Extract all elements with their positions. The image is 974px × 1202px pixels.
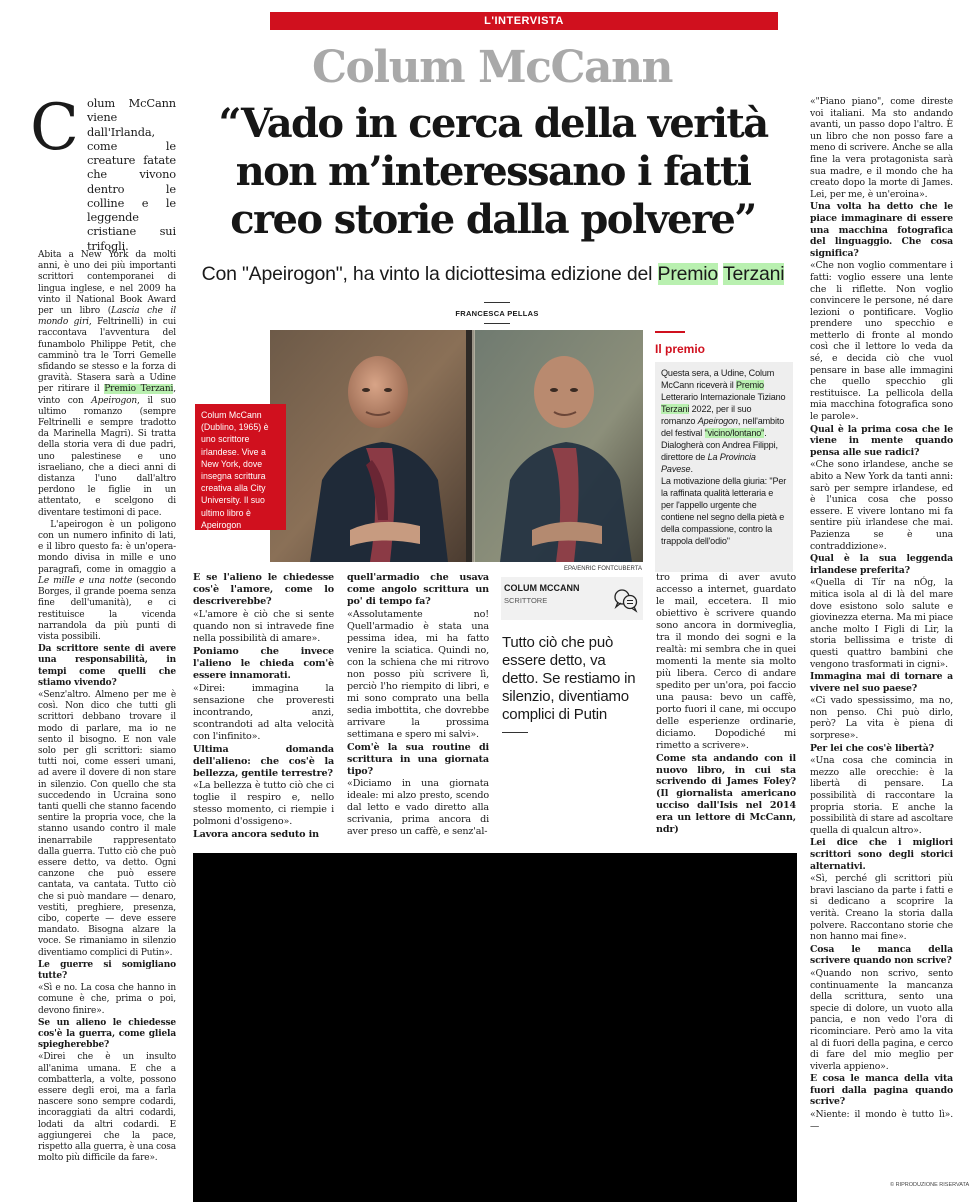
byline-rule [484, 302, 510, 303]
headline-line: non m’interessano i fatti [235, 148, 751, 195]
subtitle-text: Con "Apeirogon", ha vinto la diciottesima edizione del [201, 263, 658, 285]
italic-text: Apeirogon [91, 395, 138, 406]
interview-answer: «Ci vado spessissimo, ma no, non penso. Chi può dirlo, però? La vita è piena di sorprese». [810, 695, 953, 742]
text: L'apeirogon è un poligono con un numero infinito di lati, e il libro questo fa: è un'opera-mondo divisa in mille e uno paragrafi, come in omaggio a [38, 519, 177, 575]
interview-question: Immagina mai di tornare a vivere nel suo paese? [810, 671, 953, 694]
text: , il suo ultimo romanzo (sempre Feltrinelli e sempre tradotto da Marinella Magri). Si tratta della storia vera di due padri, uno palestinese e uno israeliano, che a dieci anni di distanza l'uno dall'altro perdono le figlie in un attentato, e scelgono di diventare testimoni di pace. [38, 395, 176, 518]
copyright-notice: © RIPRODUZIONE RISERVATA [890, 1182, 970, 1188]
sidebar-title: Il premio [655, 342, 706, 356]
text: . [690, 464, 693, 474]
italic-text: Apeirogon [697, 416, 738, 426]
interview-question: Cosa le manca della scrivere quando non scrive? [810, 943, 953, 967]
interview-answer: «Sì e no. La cosa che hanno in comune è che, prima o poi, devono finire». [38, 983, 176, 1016]
photo-caption: Colum McCann (Dublino, 1965) è uno scrittore irlandese. Vive a New York, dove insegna scrittura creativa alla City University. Il suo ultimo libro è Apeirogon (Feltrinelli) [195, 404, 286, 530]
interviewee-name: Colum McCann [312, 42, 672, 93]
interview-question: E se l'alieno le chiedesse cos'è l'amore, come lo descriverebbe? [193, 572, 334, 607]
text: Letterario Internazionale Tiziano [661, 392, 786, 402]
interview-answer: «Direi che è un insulto all'anima umana. E che a combatterla, a volte, possono essere degli eroi, ma a farla nascere sono sempre codardi, incoraggiati da altri codardi, lodati da altri codardi. E aggiungerei che la pace, rispetto alla guerra, è una cosa molto più difficile da fare». [38, 1052, 176, 1164]
interview-answer: «"Piano piano", come direste voi italiani. Ma sto andando avanti, un passo dopo l'altro. È un libro che non posso fare a meno di scrivere. Anche se alla fine la vera protagonista sarà sua madre, e il mondo che ha creato dopo la morte di James. Lei, per me, è un'eroina». [810, 96, 953, 200]
byline: FRANCESCA PELLAS [455, 309, 539, 318]
interview-answer: «La bellezza è tutto ciò che ci toglie il respiro e, nello stesso momento, ci riempie i polmoni d'ossigeno». [193, 780, 334, 828]
author-photo [270, 330, 643, 562]
article-column [810, 96, 953, 1133]
italic-text: Le mille e una notte [38, 575, 133, 586]
interview-question: quell'armadio che usava come angolo scrittura un po' di tempo fa? [347, 572, 489, 607]
text: 2022, per il suo romanzo [661, 404, 752, 426]
sidebar-box [655, 362, 793, 572]
article-column [193, 572, 334, 842]
interview-answer: «Direi: immagina la sensazione che proveresti incontrando, anzi, scontrandoti ad alta velocità con l'infinito». [193, 682, 334, 742]
text: , nell'ambito del festival [661, 416, 785, 438]
interview-answer: «Assolutamente no! Quell'armadio è stata una pessima idea, mi ha fatto venire la sciatica. Quindi no, con la schiena che mi ritrovo non posso più scrivere lì, perciò l'ho riempito di libri, e mi sono comprato una bella sedia imbottita, che dovrebbe arrivare la prossima settimana e spero mi salvi». [347, 608, 489, 740]
subtitle [185, 261, 801, 287]
redacted-block [193, 853, 797, 1202]
interview-question: Ultima domanda dell'alieno: che cos'è la bellezza, gentile terrestre? [193, 743, 334, 779]
interview-answer: tro prima di aver avuto accesso a internet, guardato le mail, eccetera. Il mio obiettivo è scrivere quando sono ancora in dormiveglia, tra il mondo dei sogni e la realtà: mi sembra che in quei momenti la mente sia molto più libera. Cerco di andare spedito per un'ora, poi faccio una pausa: bevo un caffè, porto fuori il cane, mi occupo delle esperienze ordinarie, diciamo. Dopodiché mi rimetto a scrivere». [656, 572, 796, 751]
drop-cap: C [30, 91, 79, 165]
italic-text: Lascia che il mondo giri [38, 306, 176, 328]
author-role: SCRITTORE [504, 596, 548, 605]
interview-question: Per lei che cos'è libertà? [810, 742, 934, 754]
interview-answer: «Quando non scrivo, sento continuamente la mancanza della scrittura, sento una specie di dolore, un vuoto alla pancia, e non vedo l'ora di ricominciare. Però amo la vita al di fuori della pagina, e cerco di fare del mio meglio per viverla appieno». [810, 967, 953, 1072]
interview-answer: «Che non voglio commentare i fatti: voglio essere una lente che li riflette. Non voglio convincere le persone, né dare lezioni o pontificare. Voglio prendere uno specchio e metterlo di fronte al mondo così che il lettore lo veda da sé, e decida ciò che vuol pensare in base alle immagini che quello specchio gli restituisce. La pellicola della mia macchina fotografica sono le parole». [810, 260, 953, 423]
highlight: Premio Terzani [104, 384, 174, 395]
interview-answer: «Che sono irlandese, anche se abito a New York da tanti anni: sarò per sempre irlandese, ed è l'unica cosa che posso essere. E vivere lontano mi fa sentire più irlandese che mai. Pazienza se è una contraddizione». [810, 459, 953, 552]
interview-answer: «L'amore è ciò che si sente quando non si intravede fine nella possibilità di amare». [193, 608, 334, 644]
interview-question: Le guerre si somigliano tutte? [38, 959, 176, 981]
headline-line: creo storie dalla polvere” [230, 196, 756, 243]
interview-question: Da scrittore sente di avere una responsabilità, in tempi come quelli che stiamo vivendo? [38, 644, 176, 688]
interview-question: Una volta ha detto che le piace immaginare di essere una macchina fotografica del linguaggio. Che cosa significa? [810, 201, 953, 259]
interview-answer: «Senz'altro. Almeno per me è così. Non dico che tutti gli scrittori debbano trovare il modo di parlare, ma io ne sento il bisogno. E non vale solo per gli scrittori: siamo tutti noi, come esseri umani, ad avere il dovere di non stare in silenzio. Con quello che sta succedendo in Ucraina sono tanti quelli che stanno facendo sentire la propria voce, che la stanno usando contro il male inenarrabile rappresentato dalla guerra. Tutto ciò che può essere detto, va detto. Ogni canzone che può essere cantata, va cantata. Tutto ciò che si può mandare — denaro, vestiti, preghiere, presenza, cibo, coperte — deve essere mandato. Bisogna alzare la voce. Se rimaniamo in silenzio diventiamo complici di Putin». [38, 689, 176, 958]
article-paragraph [38, 520, 176, 643]
interview-question: Qual è la sua leggenda irlandese preferita? [810, 553, 953, 576]
interview-question: Se un alieno le chiedesse cos'è la guerra, come gliela spiegherebbe? [38, 1017, 176, 1051]
interview-answer: «Una cosa che comincia in mezzo alle orecchie: è la libertà di pensare. La possibilità di raccontare la propria storia. E anche la possibilità di stare ad ascoltare quella di qualcun altro». [810, 755, 953, 836]
text: (secondo Borges, il grande poema senza fine dell'umanità), e ci restituisce la vicenda narrandola da più punti di vista possibili. [38, 575, 176, 642]
interview-answer: «Niente: il mondo è tutto lì». — [810, 1109, 953, 1132]
text: . Dialogherà con Andrea Filippi, direttore de [661, 428, 778, 462]
sidebar-paragraph [661, 367, 788, 475]
pull-quote-rule [502, 732, 528, 733]
photo-illustration [270, 330, 643, 562]
highlight: "vicino/lontano" [704, 428, 765, 438]
text: , Feltrinelli) in cui raccontava l'avventura del funambolo Philippe Petit, che camminò tra le Torri Gemelle sfidando se stesso e la forza di gravità. Stasera sarà a Udine per ritirare il [38, 317, 176, 395]
section-kicker: L'INTERVISTA [270, 12, 778, 30]
headline [190, 100, 796, 244]
pull-quote: Tutto ciò che può essere detto, va detto. Se restiamo in silenzio, diventiamo complici di Putin [502, 634, 636, 723]
interview-answer: «Diciamo in una giornata ideale: mi alzo presto, scendo dal letto e vado diretto alla scrivania, prima ancora di aver preso un caffè, e senz'al- [347, 778, 489, 838]
text: Abita a New York da molti anni, è uno dei più importanti scrittori contemporanei di lingua inglese, e nel 2009 ha vinto il National Book Award per un libro ( [38, 250, 176, 317]
interview-question: Poniamo che invece l'alieno le chieda com'è essere innamorati. [193, 645, 334, 681]
interview-answer: «Sì, perché gli scrittori più bravi lasciano da parte i fatti e si dedicano a scoprire la verità. Creano la storia dalla polvere. Raccontano storie che non hanno mai fine». [810, 873, 953, 943]
photo-credit: EPA/ENRIC FONTCUBERTA [563, 566, 642, 572]
sidebar-paragraph: La motivazione della giuria: "Per la raffinata qualità letteraria e per l'appello urgente che contiene nel segno della pietà e della compassione, contro la trappola dell'odio" [661, 476, 787, 546]
highlight: Terzani [661, 404, 690, 414]
interview-question: Lavora ancora seduto in [193, 829, 319, 841]
article-column [656, 572, 796, 837]
text: Questa sera, a Udine, Colum McCann riceverà il [661, 368, 775, 390]
interview-question: Lei dice che i migliori scrittori sono degli storici alternativi. [810, 837, 953, 872]
interview-question: E cosa le manca della vita fuori dalla pagina quando scrive? [810, 1073, 953, 1108]
interview-question: Com'è la sua routine di scrittura in una giornata tipo? [347, 741, 489, 777]
italic-text: La Provincia Pavese [661, 452, 756, 474]
article-paragraph: olum McCann viene dall'Irlanda, come le creature fatate che vivono dentro le colline e le leggende cristiane sui trifogli. [87, 96, 176, 253]
highlight: Premio [735, 380, 764, 390]
sidebar-rule [655, 331, 685, 333]
highlight: Premio [657, 263, 719, 285]
text: , vinto con [38, 384, 176, 406]
interview-question: Qual è la prima cosa che le viene in mente quando pensa alle sue radici? [810, 423, 953, 458]
headline-line: “Vado in cerca della verità [218, 100, 768, 147]
article-column [347, 572, 489, 839]
article-column [38, 250, 176, 1165]
speech-bubbles-icon [613, 587, 639, 613]
interview-question: Come sta andando con il nuovo libro, in cui sta scrivendo di James Foley? (Il giornalista americano ucciso dall'Isis nel 2014 era un lettore di McCann, ndr) [656, 752, 796, 836]
author-name: COLUM MCCANN [504, 583, 580, 593]
byline-rule [484, 323, 510, 324]
article-column [87, 96, 176, 254]
interview-answer: «Quella di Tír na nÓg, la mitica isola al di là del mare dove esistono solo salute e giovinezza eterna. Ma mi piace anche molto I Figli di Lir, la storia bellissima e triste di questi quattro bambini che vengono trasformati in cigni». [810, 577, 953, 670]
highlight: Terzani [722, 263, 785, 285]
article-paragraph [38, 250, 176, 519]
